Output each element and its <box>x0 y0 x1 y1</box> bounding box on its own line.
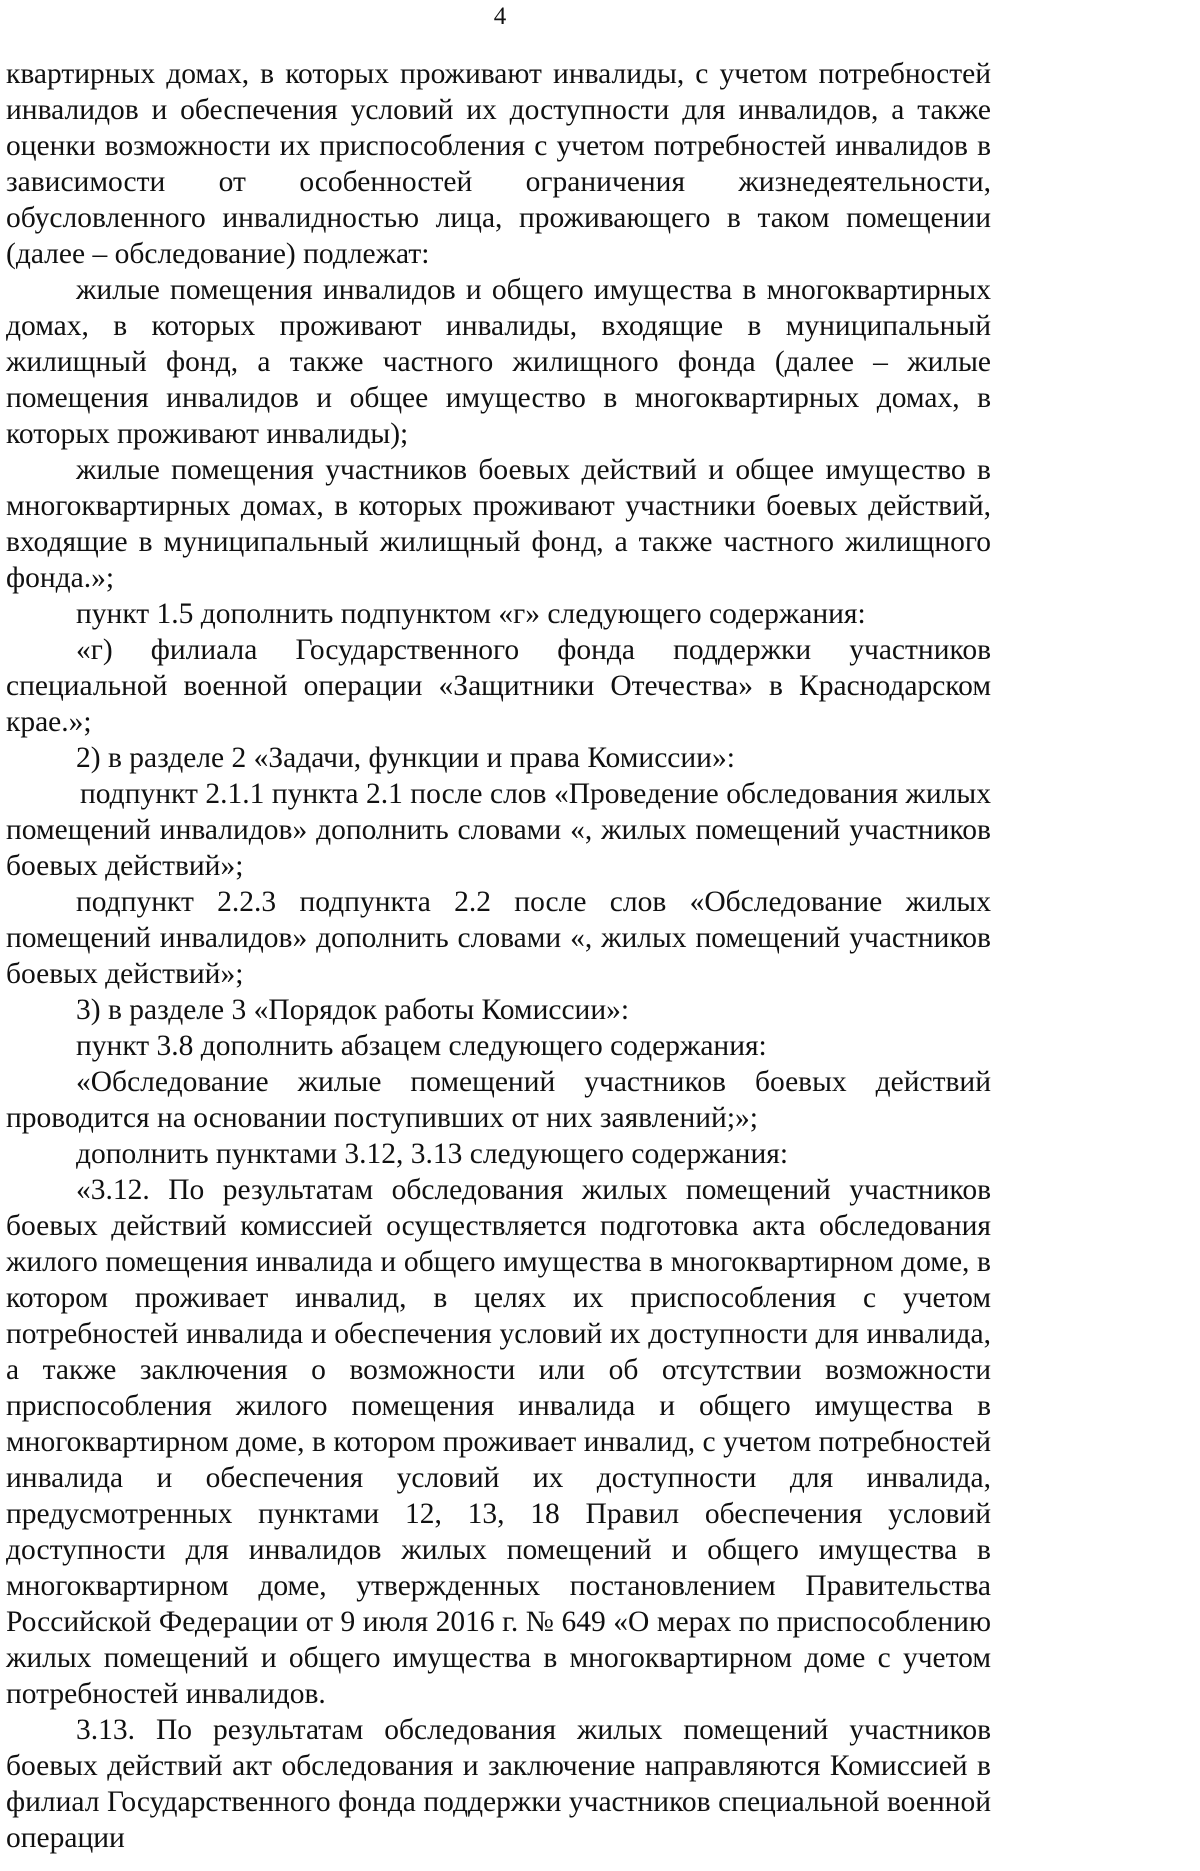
paragraph-section-2: 2) в разделе 2 «Задачи, функции и права Комиссии»: <box>76 742 735 774</box>
paragraph-item-g: «г) филиала Государственного фонда поддержки участников специальной военной операции «Защитники Отечества» в Краснодарском крае.»; <box>6 634 991 738</box>
paragraph-add-items: дополнить пунктами 3.12, 3.13 следующего содержания: <box>76 1138 789 1170</box>
paragraph-item-3-13: 3.13. По результатам обследования жилых помещений участников боевых действий акт обследования и заключение направляются Комиссией в филиал Государственного фонда поддержки участников специальной военной операции <box>6 1714 991 1854</box>
paragraph-veteran-housing: жилые помещения участников боевых действий и общее имущество в многоквартирных домах, в которых проживают участники боевых действий, входящие в муниципальный жилищный фонд, а также частного жилищного фонда.»; <box>6 454 991 594</box>
page-number: 4 <box>493 3 507 30</box>
paragraph-subitem-2-1-1: подпункт 2.1.1 пункта 2.1 после слов «Проведение обследования жилых помещений инвалидов» дополнить словами «, жилых помещений участников боевых действий»; <box>6 778 991 882</box>
paragraph-continuation: квартирных домах, в которых проживают инвалиды, с учетом потребностей инвалидов и обеспечения условий их доступности для инвалидов, а также оценки возможности их приспособления с учетом потребностей инвалидов в зависимости от особенностей ограничения жизнедеятельности, обусловленного инвалидностью лица, проживающего в таком помещении (далее – обследование) подлежат: <box>6 58 991 270</box>
paragraph-disabled-housing: жилые помещения инвалидов и общего имущества в многоквартирных домах, в которых проживают инвалиды, входящие в муниципальный жилищный фонд, а также частного жилищного фонда (далее – жилые помещения инвалидов и общее имущество в многоквартирных домах, в которых проживают инвалиды); <box>6 274 991 450</box>
paragraph-subitem-2-2-3: подпункт 2.2.3 подпункта 2.2 после слов «Обследование жилых помещений инвалидов» дополнить словами «, жилых помещений участников боевых действий»; <box>6 886 991 990</box>
document-body <box>6 56 991 1856</box>
paragraph-item-1-5: пункт 1.5 дополнить подпунктом «г» следующего содержания: <box>76 598 866 630</box>
paragraph-item-3-8: пункт 3.8 дополнить абзацем следующего содержания: <box>76 1030 767 1062</box>
paragraph-section-3: 3) в разделе 3 «Порядок работы Комиссии»: <box>76 994 630 1026</box>
paragraph-inspection-basis: «Обследование жилые помещений участников боевых действий проводится на основании поступивших от них заявлений;»; <box>6 1066 991 1134</box>
paragraph-item-3-12: «3.12. По результатам обследования жилых помещений участников боевых действий комиссией осуществляется подготовка акта обследования жилого помещения инвалида и общего имущества в многоквартирном доме, в котором проживает инвалид, в целях их приспособления с учетом потребностей инвалида и обеспечения условий их доступности для инвалида, а также заключения о возможности или об отсутствии возможности приспособления жилого помещения инвалида и общего имущества в многоквартирном доме, в котором проживает инвалид, с учетом потребностей инвалида и обеспечения условий их доступности для инвалида, предусмотренных пунктами 12, 13, 18 Правил обеспечения условий доступности для инвалидов жилых помещений и общего имущества в многоквартирном доме, утвержденных постановлением Правительства Российской Федерации от 9 июля 2016 г. № 649 «О мерах по приспособлению жилых помещений и общего имущества в многоквартирном доме с учетом потребностей инвалидов. <box>6 1174 991 1710</box>
